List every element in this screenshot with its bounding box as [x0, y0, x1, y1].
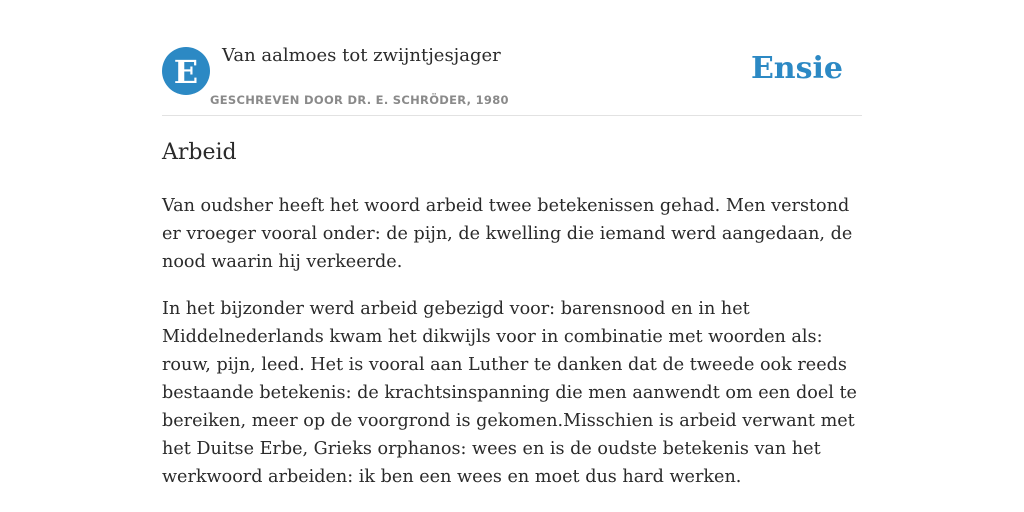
- ensie-logo-icon[interactable]: [162, 47, 210, 95]
- entry-card: [162, 0, 862, 512]
- entry-paragraph: In het bijzonder werd arbeid gebezigd voor: barensnood en in het Middelnederlands kwam het dikwijls voor in combinatie met woorden als: rouw, pijn, leed. Het is vooral aan Luther te danken dat de tweede ook reeds bestaande betekenis: de krachtsinspanning die men aanwendt om een doel te bereiken, meer op de voorgrond is gekomen.Misschien is arbeid verwant met het Duitse Erbe, Grieks orphanos: wees en is de oudste betekenis van het werkwoord arbeiden: ik ben een wees en moet dus hard werken.: [162, 299, 857, 487]
- entry-paragraph: Van oudsher heeft het woord arbeid twee betekenissen gehad. Men verstond er vroeger vooral onder: de pijn, de kwelling die iemand werd aangedaan, de nood waarin hij verkeerde.: [162, 196, 853, 272]
- brand-wordmark[interactable]: Ensie: [750, 51, 843, 86]
- logo-letter: E: [173, 52, 199, 91]
- entry-title: Arbeid: [162, 140, 237, 165]
- header-divider: [162, 115, 862, 116]
- book-title[interactable]: Van aalmoes tot zwijntjesjager: [222, 45, 501, 66]
- author-byline: GESCHREVEN DOOR DR. E. SCHRÖDER, 1980: [210, 93, 509, 107]
